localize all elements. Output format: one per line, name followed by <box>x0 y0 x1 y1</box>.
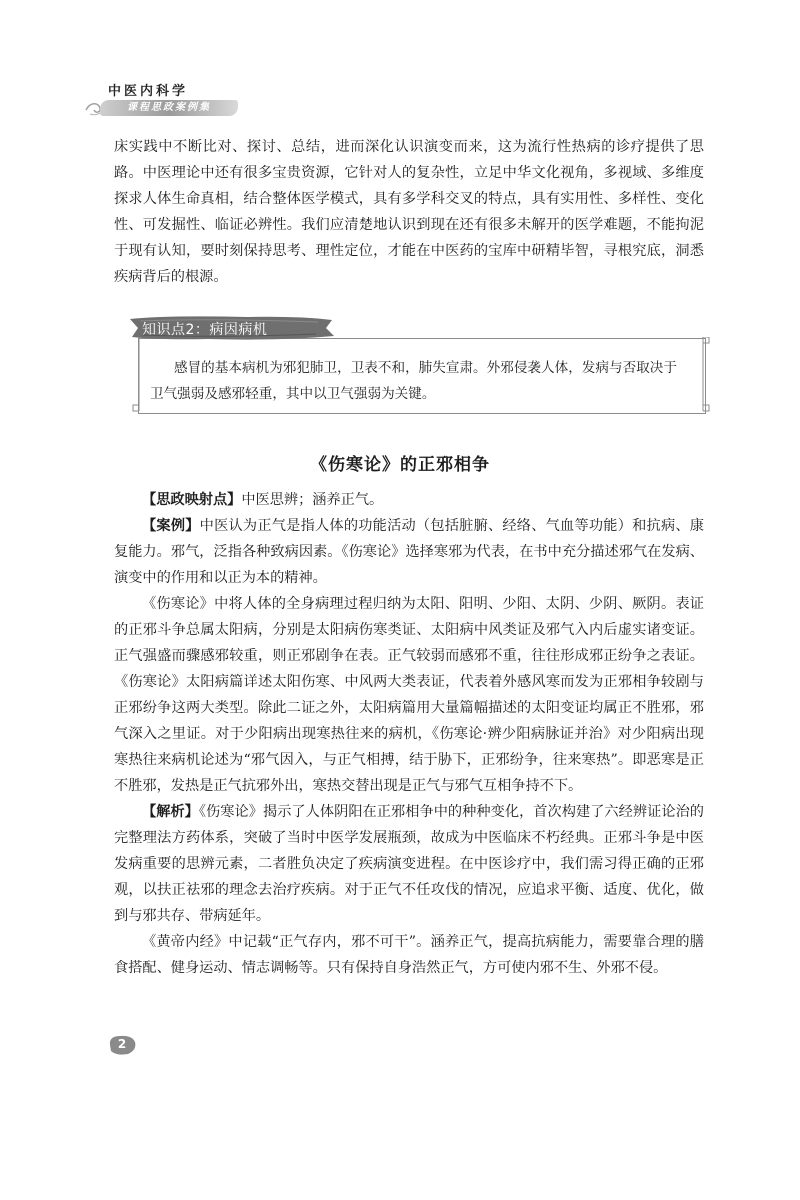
analysis-paragraph <box>114 799 704 929</box>
knowledge-point-title: 知识点2：病因病机 <box>142 322 268 338</box>
analysis-text: 《伤寒论》揭示了人体阴阳在正邪相争中的种种变化，首次构建了六经辨证论治的完整理法方药体系，突破了当时中医学发展瓶颈，故成为中医临床不朽经典。正邪斗争是中医发病重要的思辨元素，二者胜负决定了疾病演变进程。在中医诊疗中，我们需习得正确的正邪观，以扶正祛邪的理念去治疗疾病。对于正气不任攻伐的情况，应追求平衡、适度、优化，做到与邪共存、带病延年。 <box>114 804 704 924</box>
page-number-badge <box>108 1034 138 1056</box>
corner-ornament-icon <box>131 337 145 415</box>
corner-ornament-icon <box>697 337 711 415</box>
analysis-tag: 【解析】 <box>142 804 199 820</box>
case-tag: 【案例】 <box>142 518 200 534</box>
case-paragraph-2: 《伤寒论》中将人体的全身病理过程归纳为太阳、阳明、少阳、太阴、少阴、厥阴。表证的正邪斗争总属太阳病，分别是太阳病伤寒类证、太阳病中风类证及邪气入内后虚实诸变证。正气强盛而骤感邪较重，则正邪剧争在表。正气较弱而感邪不重，往往形成邪正纷争之表证。《伤寒论》太阳病篇详述太阳伤寒、中风两大类表证，代表着外感风寒而发为正邪相争较剧与正邪纷争这两大类型。除此二证之外，太阳病篇用大量篇幅描述的太阳变证均属正不胜邪，邪气深入之里证。对于少阳病出现寒热往来的病机，《伤寒论·辨少阳病脉证并治》对少阳病出现寒热往来病机论述为“邪气因入，与正气相搏，结于胁下，正邪纷争，往来寒热”。即恶寒是正不胜邪，发热是正气抗邪外出，寒热交替出现是正气与邪气互相争持不下。 <box>114 596 704 794</box>
section-title: 《伤寒论》的正邪相争 <box>310 455 490 475</box>
intro-paragraph: 床实践中不断比对、探讨、总结，进而深化认识演变而来，这为流行性热病的诊疗提供了思路。中医理论中还有很多宝贵资源，它针对人的复杂性，立足中华文化视角，多视域、多维度探求人体生命真相，结合整体医学模式，具有多学科交叉的特点，具有实用性、多样性、变化性、可发掘性、临证必辨性。我们应清楚地认识到现在还有很多未解开的医学难题，不能拘泥于现有认知，要时刻保持思考、理性定位，才能在中医药的宝库中研精毕智，寻根究底，洞悉疾病背后的根源。 <box>114 139 704 285</box>
book-title: 中医内科学 <box>108 84 189 99</box>
knowledge-point-label <box>128 315 336 341</box>
book-subtitle: 课程思政案例集 <box>100 100 238 116</box>
ideology-text: 中医思辨；涵养正气。 <box>241 492 384 508</box>
page-number: 2 <box>117 1037 127 1051</box>
case-paragraph <box>114 513 704 591</box>
running-head <box>88 80 288 120</box>
knowledge-point-text: 感冒的基本病机为邪犯肺卫，卫表不和，肺失宣肃。外邪侵袭人体，发病与否取决于卫气强弱及感邪轻重，其中以卫气强弱为关键。 <box>150 360 677 402</box>
ideology-tag: 【思政映射点】 <box>142 492 242 508</box>
ideology-paragraph <box>114 487 704 513</box>
closing-paragraph: 《黄帝内经》中记载“正气存内，邪不可干”。涵养正气，提高抗病能力，需要靠合理的膳食搭配、健身运动、情志调畅等。只有保持自身浩然正气，方可使内邪不生、外邪不侵。 <box>114 934 704 976</box>
case-text: 中医认为正气是指人体的功能活动（包括脏腑、经络、气血等功能）和抗病、康复能力。邪气，泛指各种致病因素。《伤寒论》选择寒邪为代表，在书中充分描述邪气在发病、演变中的作用和以正为本的精神。 <box>114 518 704 586</box>
